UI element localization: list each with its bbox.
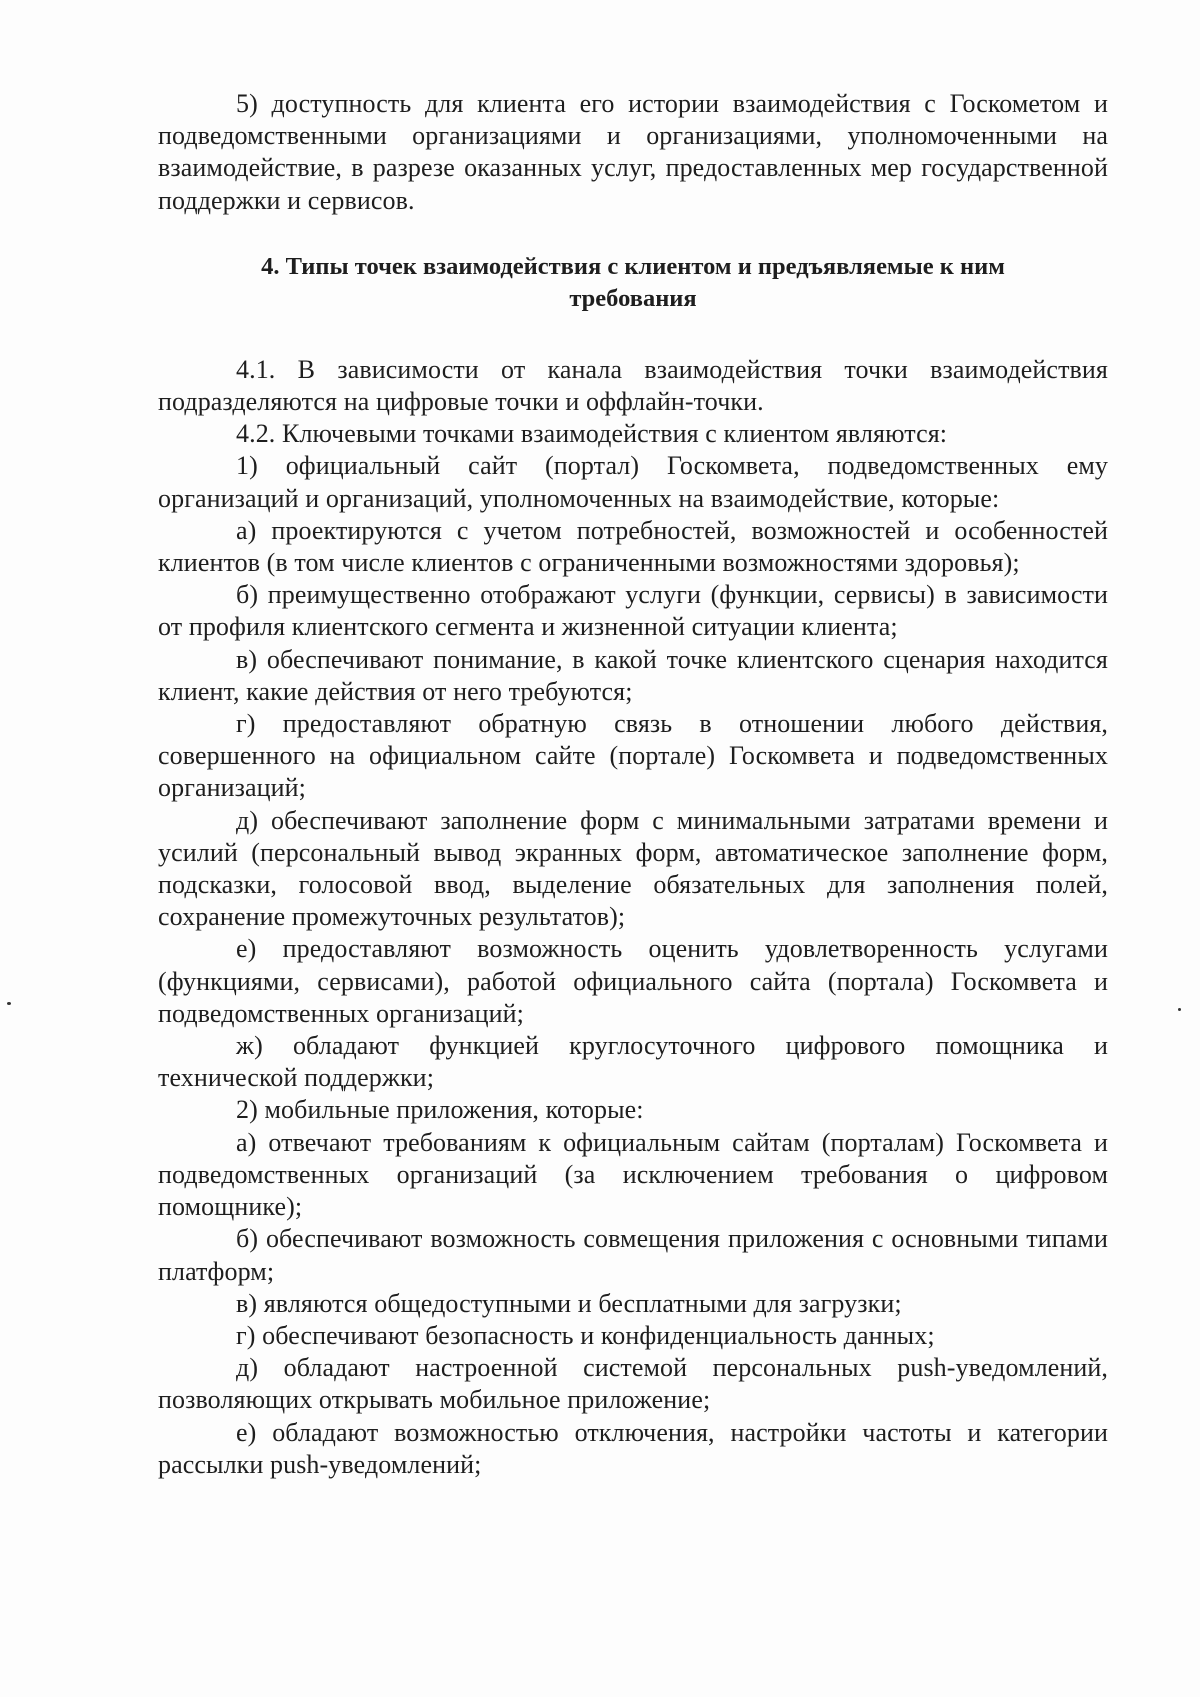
list-item-mobile-apps: 2) мобильные приложения, которые: [236,1095,644,1125]
mobile-subitem-d: д) обладают настроенной системой персональных push-уведомлений, позволяющих открывать мобильное приложение; [158,1353,1108,1415]
list-subitem-b: б) преимущественно отображают услуги (функции, сервисы) в зависимости от профиля клиентского сегмента и жизненной ситуации клиента; [158,580,1108,642]
scan-speck [1178,1008,1181,1011]
list-subitem-v: в) обеспечивают понимание, в какой точке клиентского сценария находится клиент, какие действия от него требуются; [158,644,1108,706]
list-subitem-d: д) обеспечивают заполнение форм с минимальными затратами времени и усилий (персональный вывод экранных форм, автоматическое заполнение форм, подсказки, голосовой ввод, выделение обязательных для заполнения полей, сохранение промежуточных результатов); [158,805,1108,932]
paragraph-4-1: 4.1. В зависимости от канала взаимодействия точки взаимодействия подразделяются на цифровые точки и оффлайн-точки. [158,354,1108,417]
mobile-subitem-b: б) обеспечивают возможность совмещения приложения с основными типами платформ; [158,1224,1108,1286]
mobile-subitem-v: в) являются общедоступными и бесплатными для загрузки; [236,1288,902,1318]
mobile-subitem-g: г) обеспечивают безопасность и конфиденциальность данных; [236,1320,935,1350]
mobile-subitem-e: е) обладают возможностью отключения, настройки частоты и категории рассылки push-уведомлений; [158,1417,1108,1479]
section-heading: 4. Типы точек взаимодействия с клиентом и предъявляемые к ним требования [261,252,1005,312]
mobile-subitem-a: а) отвечают требованиям к официальным сайтам (порталам) Госкомвета и подведомственных организаций (за исключением требования о цифровом помощнике); [158,1127,1108,1222]
list-subitem-g: г) предоставляют обратную связь в отношении любого действия, совершенного на официальном сайте (портале) Госкомвета и подведомственных организаций; [158,709,1108,803]
paragraph-4-2: 4.2. Ключевыми точками взаимодействия с клиентом являются: [236,419,948,449]
list-subitem-zh: ж) обладают функцией круглосуточного цифрового помощника и технической поддержки; [158,1031,1108,1093]
intro-paragraph: 5) доступность для клиента его истории взаимодействия с Госкометом и подведомственными организациями и организациями, уполномоченными на взаимодействие, в разрезе оказанных услуг, предоставленных мер государственной поддержки и сервисов. [158,89,1108,215]
scan-speck [7,1002,11,1005]
list-subitem-a: а) проектируются с учетом потребностей, возможностей и особенностей клиентов (в том числе клиентов с ограниченными возможностями здоровья); [158,515,1108,578]
list-item-website: 1) официальный сайт (портал) Госкомвета, подведомственных ему организаций и организаций, уполномоченных на взаимодействие, которые: [158,451,1108,513]
document-body [158,88,1108,1481]
list-subitem-e: е) предоставляют возможность оценить удовлетворенность услугами (функциями, сервисами), работой официального сайта (портала) Госкомвета и подведомственных организаций; [158,934,1108,1028]
